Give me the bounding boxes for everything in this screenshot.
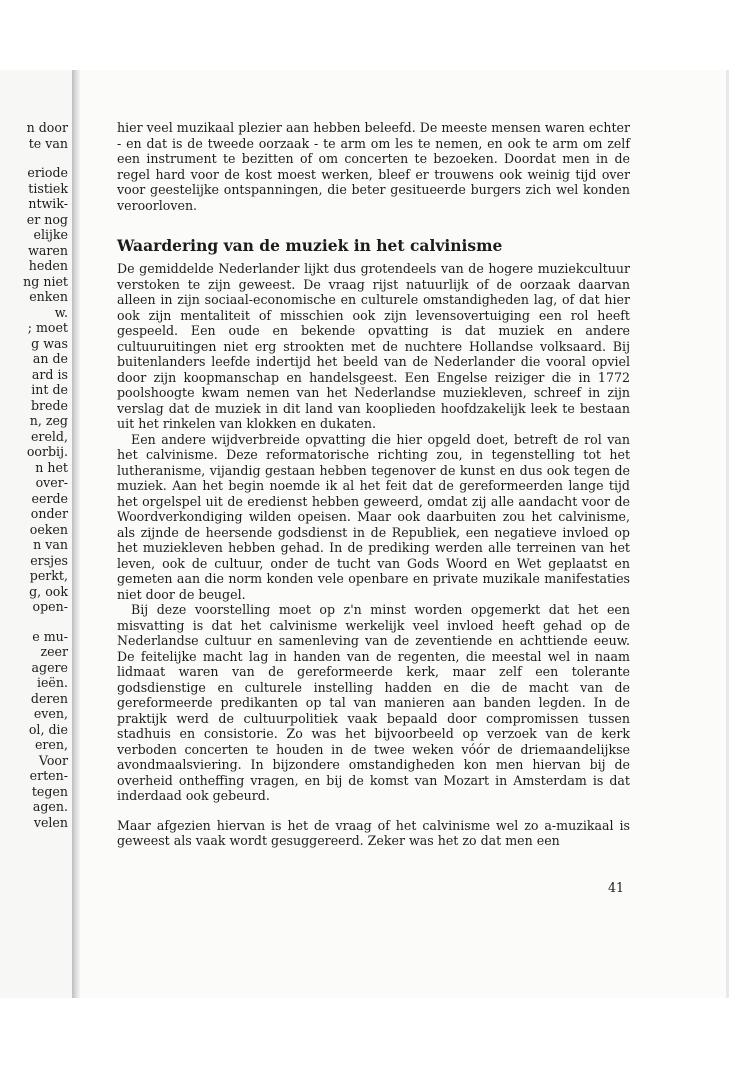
facing-page-line: ersjes	[30, 552, 68, 568]
facing-page-line: tistiek	[28, 180, 68, 196]
facing-page-line: eren,	[34, 737, 68, 752]
facing-page-line: n het	[35, 459, 68, 475]
facing-page-line: te van	[28, 135, 68, 151]
facing-page-line: n door	[26, 120, 68, 135]
facing-page-line: eriode	[27, 165, 68, 180]
line-gap	[23, 151, 68, 165]
line-gap	[23, 615, 68, 629]
facing-page-line: agere	[31, 659, 68, 675]
facing-page-line: e mu-	[32, 628, 68, 644]
facing-page-line: even,	[33, 706, 68, 721]
page-body	[117, 120, 630, 849]
facing-page-line: open-	[32, 599, 68, 614]
facing-page-line: n van	[33, 537, 68, 552]
facing-page-line: ieën.	[36, 675, 68, 690]
facing-page-line: brede	[30, 397, 68, 413]
facing-page-line: tegen	[31, 783, 68, 799]
facing-page-line: waren	[28, 242, 68, 258]
facing-page-line: ard is	[31, 366, 68, 382]
facing-page-line: int de	[31, 382, 68, 397]
facing-page-line: zeer	[40, 644, 68, 659]
facing-page-line: enken	[29, 289, 68, 304]
section-heading: Waardering van de muziek in het calvinisme	[117, 236, 503, 255]
book-gutter	[72, 70, 80, 998]
facing-page-line: ng niet	[23, 273, 68, 289]
facing-page-line: perkt,	[29, 568, 68, 583]
facing-page-line: elijke	[33, 227, 68, 242]
facing-page-line: erten-	[29, 768, 68, 783]
facing-page-line: ; moet	[27, 320, 68, 335]
paragraph-3: Bij deze voorstelling moet op z'n minst worden opgemerkt dat het een misvatting is dat het calvinisme werkelijk veel invloed heeft gehad op de Nederlandse cultuur en samenleving van de zeventiende en achttiende eeuw. De feitelijke macht lag in handen van de regenten, die meestal wel in naam lidmaat waren van de gereformeerde kerk, maar zelf een tolerante godsdienstige en culturele instelling hadden en die de macht van de gereformeerde predikanten op tal van manieren aan banden legden. In de praktijk werd de cultuurpolitiek vaak bepaald door compromissen tussen stadhuis en consistorie. Zo was het bijvoorbeeld op verzoek van de kerk verboden concerten te houden in de twee weken vóór de driemaandelijkse avondmaalsviering. In bijzondere omstandigheden kon men hiervan bij de overheid ontheffing vragen, en bij de komst van Mozart in Amsterdam is dat inderdaad ook gebeurd.	[117, 602, 630, 803]
facing-page-line: deren	[30, 690, 68, 706]
facing-page-line: g was	[31, 335, 68, 351]
facing-page-line: agen.	[32, 799, 68, 814]
page-edge	[726, 70, 729, 998]
facing-page-line: ol, die	[28, 721, 68, 737]
facing-page-line: w.	[54, 304, 68, 320]
paragraph-4: Maar afgezien hiervan is het de vraag of het calvinisme wel zo a-muzikaal is geweest als vaak wordt gesuggereerd. Zeker was het zo dat men een	[117, 817, 630, 848]
facing-page-line: heden	[28, 258, 68, 273]
paragraph-1: De gemiddelde Nederlander lijkt dus grotendeels van de hogere muziekcultuur verstoken te zijn geweest. De vraag rijst natuurlijk of de oorzaak daarvan alleen in zijn sociaal-economische en culturele omstandigheden lag, of dat hier ook zijn mentaliteit of misschien ook zijn levensovertuiging een rol heeft gespeeld. Een oude en bekende opvatting is dat muziek en andere cultuuruitingen niet erg strookten met de nuchtere Hollandse volksaard. Bij buitenlanders leefde indertijd het beeld van de Nederlander die vooral opviel door zijn koopmanschap en handelsgeest. Een Engelse reiziger die in 1772 poolshoogte kwam nemen van het Nederlandse muziekleven, schreef in zijn verslag dat de muziek in dit land van kooplieden hoofdzakelijk leek te bestaan uit het rinkelen van klokken en dukaten.	[117, 261, 630, 431]
book-page	[80, 70, 726, 998]
facing-page-line: Voor	[38, 752, 68, 768]
facing-page-line: er nog	[26, 211, 68, 227]
facing-page-line: ntwik-	[28, 196, 68, 211]
facing-page-line: an de	[32, 351, 68, 366]
facing-page-line: over-	[35, 475, 68, 490]
facing-page-line: velen	[33, 814, 68, 830]
facing-page-line: oorbij.	[26, 444, 68, 459]
facing-page-line: g, ook	[29, 583, 68, 599]
facing-page-line: ereld,	[30, 428, 68, 444]
facing-page-text	[23, 120, 68, 830]
paragraph-continuation: hier veel muzikaal plezier aan hebben beleefd. De meeste mensen waren echter - en dat is de tweede oorzaak - te arm om les te nemen, en ook te arm om zelf een instrument te bezitten of om concerten te bezoeken. Doordat men in de regel hard voor de kost moest werken, bleef er trouwens ook weinig tijd over voor geestelijke ontspanningen, die beter gesitueerde burgers zich wel konden veroorloven.	[117, 120, 630, 213]
facing-page-line: n, zeg	[29, 413, 68, 428]
facing-page-line: onder	[30, 506, 68, 521]
facing-page-line: oeken	[29, 521, 68, 537]
facing-page	[0, 70, 72, 998]
facing-page-line: eerde	[31, 490, 68, 506]
page-number: 41	[608, 880, 625, 895]
paragraph-2: Een andere wijdverbreide opvatting die hier opgeld doet, betreft de rol van het calvinisme. Deze reformatorische richting zou, in tegenstelling tot het lutheranisme, vijandig gestaan hebben tegenover de kunst en dus ook tegen de muziek. Aan het begin noemde ik al het feit dat de gereformeerden lange tijd het orgelspel uit de eredienst hebben geweerd, omdat zij alle aandacht voor de Woordverkondiging wilden opeisen. Maar ook daarbuiten zou het calvinisme, als zijnde de heersende godsdienst in de Republiek, een negatieve invloed op het muziekleven hebben gehad. In de prediking werden alle terreinen van het leven, ook de cultuur, onder de tucht van Gods Woord en Wet geplaatst en gemeten aan die norm konden vele openbare en private muzikale manifestaties niet door de beugel.	[117, 431, 630, 602]
